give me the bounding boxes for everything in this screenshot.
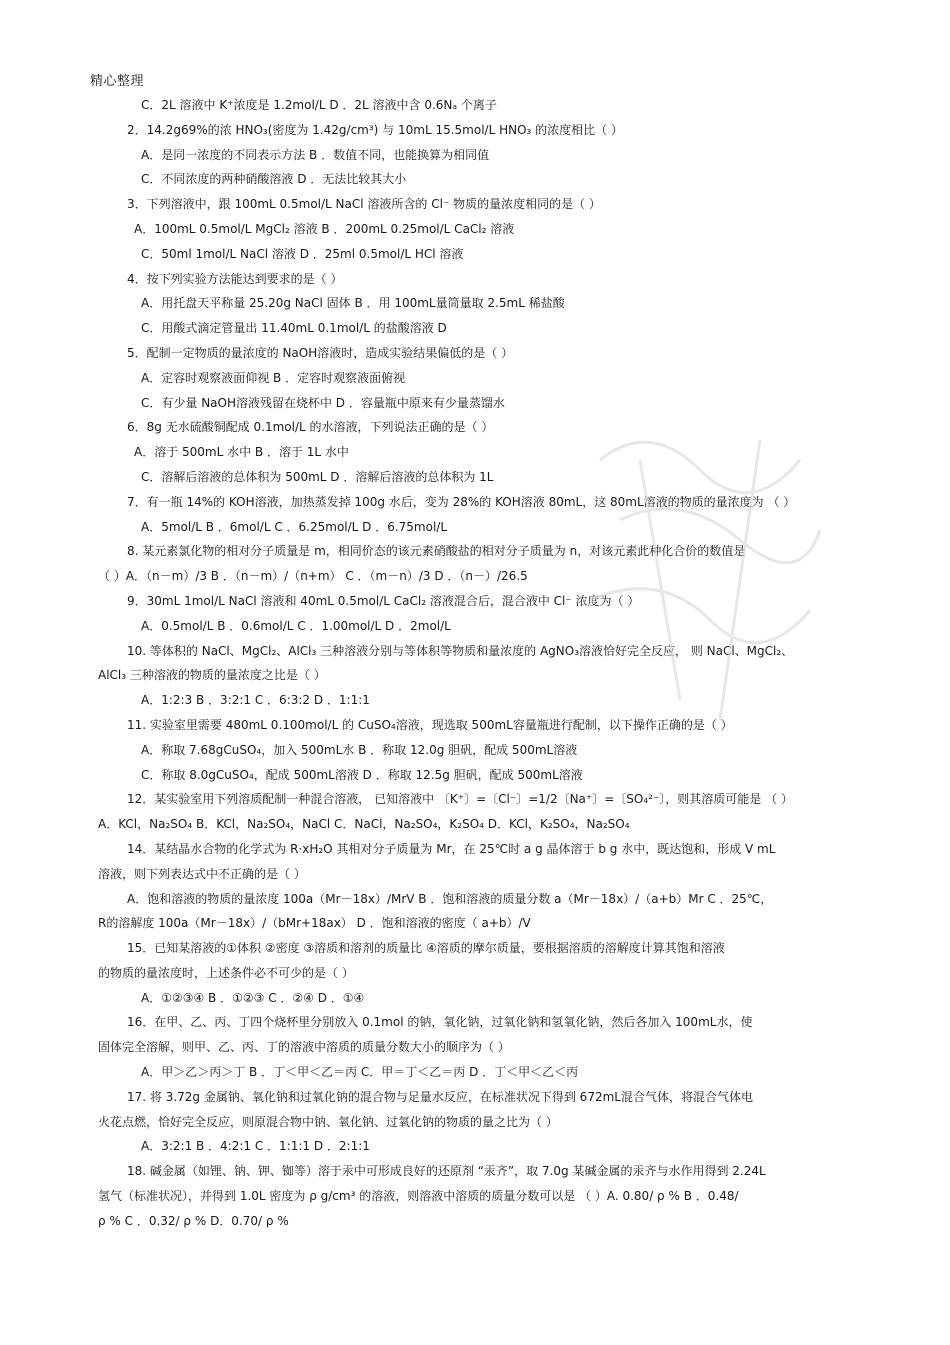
text-line: 氢气（标准状况），并得到 1.0L 密度为 ρ g/cm³ 的溶液，则溶液中溶质的质量分数可以是 （ ）A. 0.80/ ρ % B ．0.48/ xyxy=(98,1189,739,1204)
text-line: ρ % C ．0.32/ ρ % D．0.70/ ρ % xyxy=(98,1213,289,1228)
text-line: 15．已知某溶液的①体积 ②密度 ③溶质和溶剂的质量比 ④溶质的摩尔质量，要根据溶质的溶解度计算其饱和溶液 xyxy=(127,941,725,956)
text-line: R的溶解度 100a（Mr－18x）/（bMr+18ax） D ．饱和溶液的密度（ a+b）/V xyxy=(98,916,531,931)
text-line: 9．30mL 1mol/L NaCl 溶液和 40mL 0.5mol/L CaCl₂ 溶液混合后，混合液中 Cl⁻ 浓度为（ ） xyxy=(127,593,640,608)
text-line: C．不同浓度的两种硝酸溶液 D ．无法比较其大小 xyxy=(141,172,407,187)
text-line: 固体完全溶解，则甲、乙、丙、丁的溶液中溶质的质量分数大小的顺序为（ ） xyxy=(98,1040,510,1055)
text-line: A．3:2:1 B ．4:2:1 C ．1:1:1 D ．2:1:1 xyxy=(141,1139,370,1154)
text-line: 10. 等体积的 NaCl、MgCl₂、AlCl₃ 三种溶液分别与等体积等物质和量浓度的 AgNO₃溶液恰好完全反应， 则 NaCl、MgCl₂、 xyxy=(127,643,794,658)
text-line: A．KCl，Na₂SO₄ B．KCl，Na₂SO₄，NaCl C．NaCl，Na₂SO₄，K₂SO₄ D．KCl，K₂SO₄，Na₂SO₄ xyxy=(98,817,630,832)
text-line: 5．配制一定物质的量浓度的 NaOH溶液时，造成实验结果偏低的是（ ） xyxy=(127,345,514,360)
text-line: 的物质的量浓度时，上述条件必不可少的是（ ） xyxy=(98,965,354,980)
text-line: 溶液，则下列表达式中不正确的是（ ） xyxy=(98,866,306,881)
text-line: 7．有一瓶 14%的 KOH溶液，加热蒸发掉 100g 水后，变为 28%的 KOH溶液 80mL，这 80mL溶液的物质的量浓度为 （ ） xyxy=(127,494,796,509)
text-line: A．定容时观察液面仰视 B ．定容时观察液面俯视 xyxy=(141,370,406,385)
text-line: A．称取 7.68gCuSO₄，加入 500mL水 B ．称取 12.0g 胆矾，配成 500mL溶液 xyxy=(141,742,578,757)
text-line: 11. 实验室里需要 480mL 0.100mol/L 的 CuSO₄溶液，现选取 500mL容量瓶进行配制，以下操作正确的是（ ） xyxy=(127,717,733,732)
text-line: C．有少量 NaOH溶液残留在烧杯中 D ．容量瓶中原来有少量蒸馏水 xyxy=(141,395,505,410)
text-line: A．①②③④ B ．①②③ C ．②④ D ．①④ xyxy=(141,990,365,1005)
text-line: A．用托盘天平称量 25.20g NaCl 固体 B ．用 100mL量筒量取 2.5mL 稀盐酸 xyxy=(141,296,565,311)
text-line: 14．某结晶水合物的化学式为 R·xH₂O 其相对分子质量为 Mr，在 25℃时 a g 晶体溶于 b g 水中，既达饱和，形成 V mL xyxy=(127,841,776,856)
text-line: C．溶解后溶液的总体积为 500mL D ．溶解后溶液的总体积为 1L xyxy=(141,469,494,484)
text-line: 17. 将 3.72g 金属钠、氧化钠和过氧化钠的混合物与足量水反应，在标准状况下得到 672mL混合气体，将混合气体电 xyxy=(127,1089,753,1104)
text-line: A．甲＞乙＞丙＞丁 B ．丁＜甲＜乙＝丙 C．甲＝丁＜乙＝丙 D ．丁＜甲＜乙＜丙 xyxy=(141,1065,579,1080)
text-line: C．2L 溶液中 K⁺浓度是 1.2mol/L D ．2L 溶液中含 0.6Nₐ 个离子 xyxy=(141,98,497,112)
text-line: A．饱和溶液的物质的量浓度 100a（Mr－18x）/MrV B ．饱和溶液的质量分数 a（Mr－18x）/（a+b）Mr C ．25℃， xyxy=(127,891,773,906)
text-line: （ ）A．（n－m）/3 B ．（n－m）/（n+m） C ．（m－n）/3 D ．（n－）/26.5 xyxy=(98,569,528,584)
text-line: 16．在甲、乙、丙、丁四个烧杯里分别放入 0.1mol 的钠，氧化钠，过氧化钠和氢氧化钠，然后各加入 100mL水，使 xyxy=(127,1015,753,1030)
page-header: 精心整理 xyxy=(90,74,145,89)
text-line: A．5mol/L B ．6mol/L C ．6.25mol/L D ．6.75mol/L xyxy=(141,519,448,534)
text-line: 2．14.2g69%的浓 HNO₃(密度为 1.42g/cm³) 与 10mL 15.5mol/L HNO₃ 的浓度相比（ ） xyxy=(127,122,623,137)
text-line: 12．某实验室用下列溶质配制一种混合溶液， 已知溶液中 〔K⁺〕=〔Cl⁻〕=1/2〔Na⁺〕=〔SO₄²⁻〕，则其溶质可能是 （ ） xyxy=(127,792,793,807)
text-line: 6．8g 无水硫酸铜配成 0.1mol/L 的水溶液，下列说法正确的是（ ） xyxy=(127,420,494,435)
text-line: C．称取 8.0gCuSO₄，配成 500mL溶液 D ．称取 12.5g 胆矾，配成 500mL溶液 xyxy=(141,767,583,782)
text-line: A．1:2:3 B ．3:2:1 C ．6:3:2 D ．1:1:1 xyxy=(141,693,370,708)
text-line: 18. 碱金属（如锂、钠、钾、铷等）溶于汞中可形成良好的还原剂 “汞齐”，取 7.0g 某碱金属的汞齐与水作用得到 2.24L xyxy=(127,1164,766,1179)
text-line: C．用酸式滴定管量出 11.40mL 0.1mol/L 的盐酸溶液 D xyxy=(141,321,447,336)
question-list xyxy=(98,93,858,1234)
text-line: 8. 某元素氯化物的相对分子质量是 m，相同价态的该元素硝酸盐的相对分子质量为 n，对该元素此种化合价的数值是 xyxy=(127,544,746,559)
text-line: A．100mL 0.5mol/L MgCl₂ 溶液 B ．200mL 0.25mol/L CaCl₂ 溶液 xyxy=(134,221,515,236)
text-line: C．50ml 1mol/L NaCl 溶液 D ．25ml 0.5mol/L HCl 溶液 xyxy=(141,246,464,261)
text-line: A．是同一浓度的不同表示方法 B ．数值不同，也能换算为相同值 xyxy=(141,147,490,162)
text-line: 4．按下列实验方法能达到要求的是（ ） xyxy=(127,271,343,286)
text-line: AlCl₃ 三种溶液的物质的量浓度之比是（ ） xyxy=(98,668,326,683)
text-line: 火花点燃，恰好完全反应，则原混合物中钠、氧化钠、过氧化钠的物质的量之比为（ ） xyxy=(98,1114,558,1129)
text-line: A．0.5mol/L B ．0.6mol/L C ．1.00mol/L D ．2mol/L xyxy=(141,618,451,633)
text-line: 3．下列溶液中，跟 100mL 0.5mol/L NaCl 溶液所含的 Cl⁻ 物质的量浓度相同的是（ ） xyxy=(127,197,601,212)
text-line: A．溶于 500mL 水中 B ．溶于 1L 水中 xyxy=(134,445,349,460)
